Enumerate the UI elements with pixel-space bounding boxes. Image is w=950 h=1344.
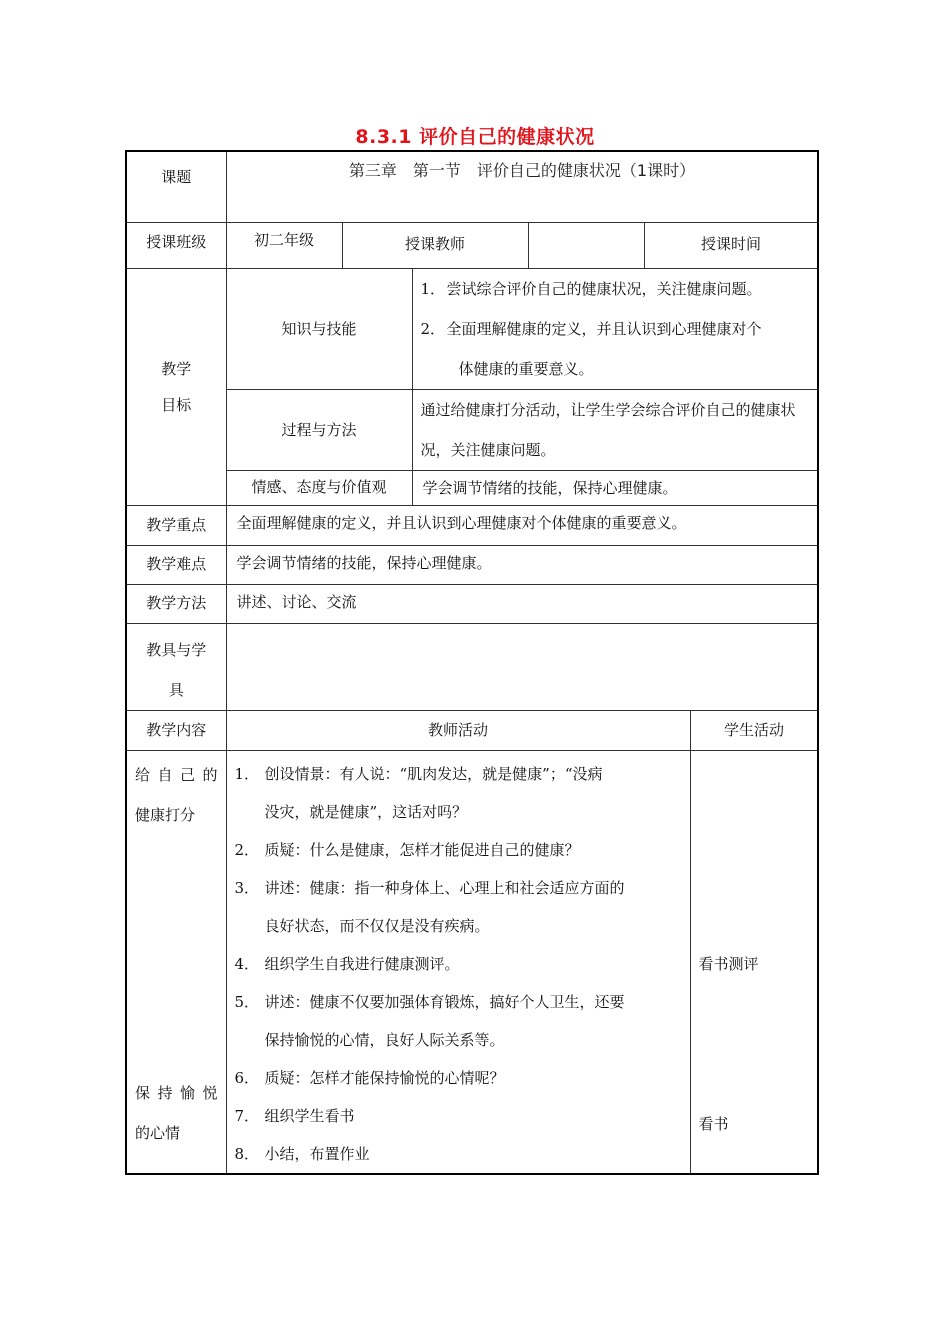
teacher-value	[528, 222, 644, 268]
teacher-step-continued: 良好状态，而不仅仅是没有疾病。	[264, 916, 490, 935]
teacher-step: 5． 讲述：健康不仅要加强体育锻炼，搞好个人卫生，还要	[234, 992, 625, 1011]
teacher-step-continued: 没灾，就是健康”，这话对吗？	[264, 802, 468, 821]
teacher-activity-header: 教师活动	[226, 710, 690, 750]
emotion-content: 学会调节情绪的技能，保持心理健康。	[412, 470, 818, 505]
student-activity-2: 看书	[698, 1114, 729, 1133]
tools-row	[126, 623, 818, 710]
process-content: 通过给健康打分活动，让学生学会综合评价自己的健康状况，关注健康问题。	[412, 389, 818, 470]
teacher-step: 8． 小结，布置作业	[234, 1144, 370, 1163]
knowledge-item-continued: 体健康的重要意义。	[458, 359, 594, 378]
teacher-step-continued: 保持愉悦的心情，良好人际关系等。	[264, 1030, 505, 1049]
objective-emotion-row	[126, 470, 818, 505]
class-label: 授课班级	[126, 222, 226, 268]
content-part1-line2: 健康打分	[135, 805, 196, 824]
method-row	[126, 584, 818, 623]
class-value: 初二年级	[226, 222, 342, 268]
key-point-row	[126, 505, 818, 545]
teacher-step: 2． 质疑：什么是健康，怎样才能促进自己的健康？	[234, 840, 580, 859]
teacher-step: 3． 讲述：健康：指一种身体上、心理上和社会适应方面的	[234, 878, 625, 897]
topic-value: 第三章 第一节 评价自己的健康状况（1课时）	[226, 151, 818, 222]
objectives-label	[126, 268, 226, 505]
difficulty-label: 教学难点	[126, 545, 226, 584]
process-label: 过程与方法	[226, 389, 412, 470]
objective-process-row	[126, 389, 818, 470]
teacher-step: 4． 组织学生自我进行健康测评。	[234, 954, 460, 973]
activity-header-row	[126, 710, 818, 750]
tools-label-line2: 具	[168, 680, 184, 699]
teacher-step: 6． 质疑：怎样才能保持愉悦的心情呢？	[234, 1068, 505, 1087]
difficulty-content: 学会调节情绪的技能，保持心理健康。	[226, 545, 818, 584]
tools-content	[226, 623, 818, 710]
tools-label-line1: 教具与学	[146, 640, 207, 659]
topic-label: 课题	[126, 151, 226, 222]
teacher-step: 1． 创设情景：有人说：“肌肉发达，就是健康”；“没病	[234, 764, 603, 783]
student-activity-1: 看书测评	[698, 954, 759, 973]
key-point-label: 教学重点	[126, 505, 226, 545]
content-header: 教学内容	[126, 710, 226, 750]
teaching-content	[126, 750, 226, 1174]
content-part1-line1: 给自己的	[135, 765, 218, 784]
method-label: 教学方法	[126, 584, 226, 623]
objective-knowledge-row	[126, 268, 818, 389]
knowledge-item: 1．尝试综合评价自己的健康状况，关注健康问题。	[420, 279, 762, 298]
student-activity-header: 学生活动	[690, 710, 818, 750]
class-info-row	[126, 222, 818, 268]
knowledge-item: 2．全面理解健康的定义，并且认识到心理健康对个	[420, 319, 762, 338]
teacher-step: 7． 组织学生看书	[234, 1106, 355, 1125]
difficulty-row	[126, 545, 818, 584]
emotion-label: 情感、态度与价值观	[226, 470, 412, 505]
student-activity-column	[690, 750, 818, 1174]
content-part2-line1: 保持愉悦	[135, 1083, 218, 1102]
document-title: 8.3.1 评价自己的健康状况	[355, 126, 595, 148]
lesson-plan-table	[125, 150, 819, 1175]
key-point-content: 全面理解健康的定义，并且认识到心理健康对个体健康的重要意义。	[226, 505, 818, 545]
teacher-activity-list	[226, 750, 690, 1174]
knowledge-label: 知识与技能	[226, 268, 412, 389]
content-part2-line2: 的心情	[135, 1123, 181, 1142]
method-content: 讲述、讨论、交流	[226, 584, 818, 623]
topic-row	[126, 151, 818, 222]
objectives-label-line1: 教学	[161, 359, 192, 378]
knowledge-content	[412, 268, 818, 389]
objectives-label-line2: 目标	[161, 395, 192, 414]
teacher-label: 授课教师	[342, 222, 528, 268]
tools-label	[126, 623, 226, 710]
activity-row	[126, 750, 818, 1174]
time-label: 授课时间	[644, 222, 818, 268]
